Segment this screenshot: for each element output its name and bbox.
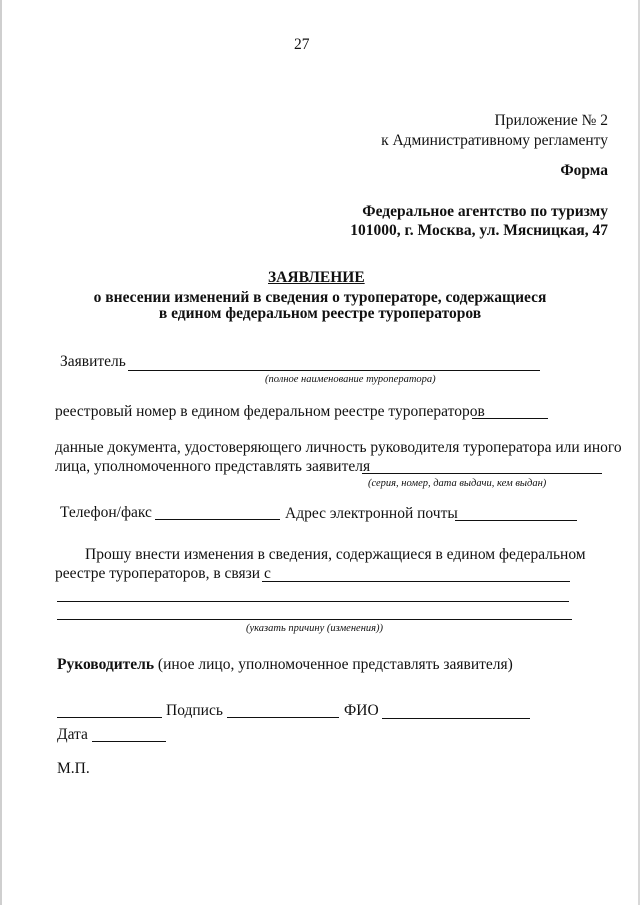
registry-number-label: реестровый номер в едином федеральном реестре туроператоров [55, 403, 485, 420]
reason-field-2[interactable] [57, 601, 569, 602]
reason-field-1[interactable] [262, 581, 570, 582]
signature-label: Подпись [166, 702, 223, 719]
scan-edge-left [0, 0, 2, 905]
applicant-hint: (полное наименование туроператора) [265, 374, 436, 385]
date-label: Дата [57, 726, 88, 743]
phone-label: Телефон/факс [60, 504, 152, 521]
id-document-hint: (серия, номер, дата выдачи, кем выдан) [368, 478, 547, 489]
document-title: ЗАЯВЛЕНИЕ [268, 269, 365, 286]
signature-prefix-field[interactable] [57, 717, 162, 718]
request-line-1: Прошу внести изменения в сведения, содержащиеся в едином федеральном [85, 546, 586, 563]
registry-number-field[interactable] [472, 418, 548, 419]
appendix-line-1: Приложение № 2 [494, 112, 608, 129]
id-document-field[interactable] [362, 473, 602, 474]
signatory-role-note: (иное лицо, уполномоченное представлять заявителя) [154, 656, 513, 673]
date-field[interactable] [92, 741, 166, 742]
id-document-label-1: данные документа, удостоверяющего личность руководителя туроператора или иного [55, 439, 622, 456]
reason-hint: (указать причину (изменения)) [246, 623, 384, 634]
stamp-label: М.П. [57, 760, 90, 777]
signatory-title [57, 656, 513, 674]
request-line-2: реестре туроператоров, в связи с [55, 565, 271, 582]
document-subtitle-1: о внесении изменений в сведения о туроператоре, содержащиеся [93, 289, 547, 306]
page-number: 27 [294, 36, 310, 53]
applicant-field[interactable] [128, 370, 540, 371]
fio-field[interactable] [382, 718, 530, 719]
fio-label: ФИО [344, 702, 379, 719]
id-document-label-2: лица, уполномоченного представлять заявителя [55, 458, 371, 475]
recipient-address: 101000, г. Москва, ул. Мясницкая, 47 [350, 222, 608, 239]
document-subtitle-2: в едином федеральном реестре туроператоров [158, 305, 482, 322]
signature-field[interactable] [227, 717, 339, 718]
email-field[interactable] [455, 520, 577, 521]
reason-field-3[interactable] [57, 619, 572, 620]
recipient-agency: Федеральное агентство по туризму [362, 203, 608, 220]
form-label: Форма [560, 162, 608, 179]
email-label: Адрес электронной почты [285, 505, 458, 522]
appendix-line-2: к Административному регламенту [381, 132, 608, 149]
signatory-role: Руководитель [57, 656, 155, 673]
applicant-label: Заявитель [60, 353, 126, 370]
phone-field[interactable] [155, 519, 280, 520]
